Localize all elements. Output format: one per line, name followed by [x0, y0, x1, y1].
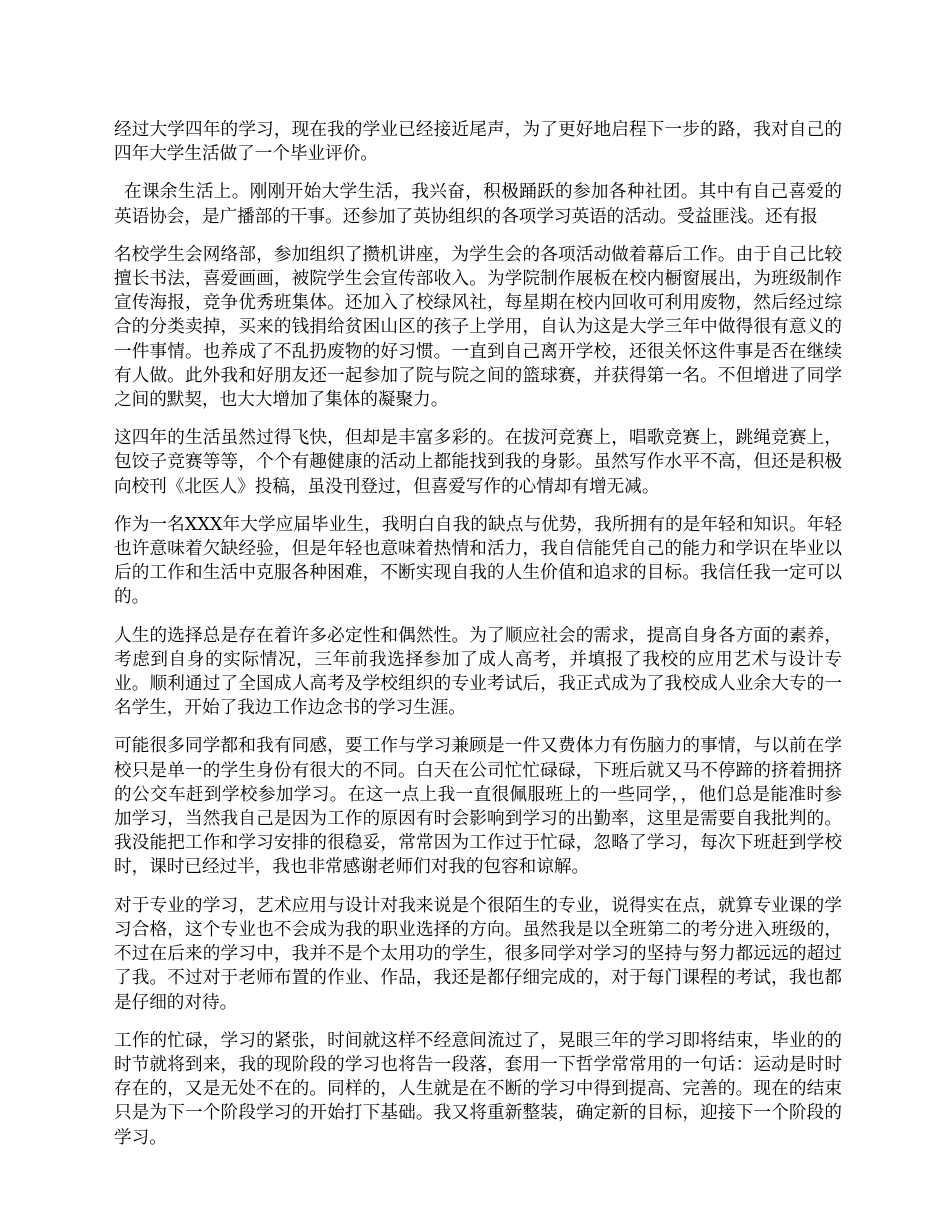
paragraph-adult-exam: 人生的选择总是存在着许多必定性和偶然性。为了顺应社会的需求，提高自身各方面的素养，考虑到自身的实际情况，三年前我选择参加了成人高考，并填报了我校的应用艺术与设计专业。顺利通过了全国成人高考及学校组织的专业考试后，我正式成为了我校成人业余大专的一名学生，开始了我边工作边念书的学习生涯。 [114, 625, 842, 719]
paragraph-work-study: 可能很多同学都和我有同感，要工作与学习兼顾是一件又费体力有伤脑力的事情，与以前在学校只是单一的学生身份有很大的不同。白天在公司忙忙碌碌，下班后就又马不停蹄的挤着拥挤的公交车赶到学校参加学习。在这一点上我一直很佩服班上的一些同学，，他们总是能准时参加学习，当然我自己是因为工作的原因有时会影响到学习的出勤率，这里是需要自我批判的。我没能把工作和学习安排的很稳妥，常常因为工作过于忙碌，忽略了学习，每次下班赶到学校时，课时已经过半，我也非常感谢老师们对我的包容和谅解。 [114, 736, 842, 878]
paragraph-intro: 经过大学四年的学习，现在我的学业已经接近尾声，为了更好地启程下一步的路，我对自己的四年大学生活做了一个毕业评价。 [114, 120, 842, 165]
document-page [114, 118, 842, 1164]
paragraph-conclusion: 工作的忙碌，学习的紧张，时间就这样不经意间流过了，晃眼三年的学习即将结束，毕业的的时节就将到来，我的现阶段的学习也将告一段落，套用一下哲学常常用的一句话：运动是时时存在的，又是无处不在的。同样的，人生就是在不断的学习中得到提高、完善的。现在的结束只是为下一个阶段学习的开始打下基础。我又将重新整装，确定新的目标，迎接下一个阶段的学习。 [114, 1030, 842, 1148]
paragraph-colorful-life: 这四年的生活虽然过得飞快，但却是丰富多彩的。在拔河竞赛上，唱歌竞赛上，跳绳竞赛上，包饺子竞赛等等，个个有趣健康的活动上都能找到我的身影。虽然写作水平不高，但还是积极向校刊《北医人》投稿，虽没刊登过，但喜爱写作的心情却有增无减。 [114, 428, 842, 497]
paragraph-extracurricular: 在课余生活上。刚刚开始大学生活，我兴奋，积极踊跃的参加各种社团。其中有自己喜爱的英语协会，是广播部的干事。还参加了英协组织的各项学习英语的活动。受益匪浅。还有报 [114, 182, 842, 227]
paragraph-major-study: 对于专业的学习，艺术应用与设计对我来说是个很陌生的专业，说得实在点，就算专业课的学习合格，这个专业也不会成为我的职业选择的方向。虽然我是以全班第二的考分进入班级的，不过在后来的学习中，我并不是个太用功的学生，很多同学对学习的坚持与努力都远远的超过了我。不过对于老师布置的作业、作品，我还是都仔细完成的，对于每门课程的考试，我也都是仔细的对待。 [114, 895, 842, 1013]
paragraph-self-assessment: 作为一名XXX年大学应届毕业生，我明白自我的缺点与优势，我所拥有的是年轻和知识。年轻也许意味着欠缺经验，但是年轻也意味着热情和活力，我自信能凭自己的能力和学识在毕业以后的工作和生活中克服各种困难，不断实现自我的人生价值和追求的目标。我信任我一定可以的。 [114, 514, 842, 608]
paragraph-student-union: 名校学生会网络部，参加组织了攒机讲座，为学生会的各项活动做着幕后工作。由于自己比较擅长书法，喜爱画画，被院学生会宣传部收入。为学院制作展板在校内橱窗展出，为班级制作宣传海报，竞争优秀班集体。还加入了校绿风社，每星期在校内回收可利用废物，然后经过综合的分类卖掉，买来的钱捐给贫困山区的孩子上学用，自认为这是大学三年中做得很有意义的一件事情。也养成了不乱扔废物的好习惯。一直到自己离开学校，还很关怀这件事是否在继续有人做。此外我和好朋友还一起参加了院与院之间的篮球赛，并获得第一名。不但增进了同学之间的默契，也大大增加了集体的凝聚力。 [114, 244, 842, 411]
